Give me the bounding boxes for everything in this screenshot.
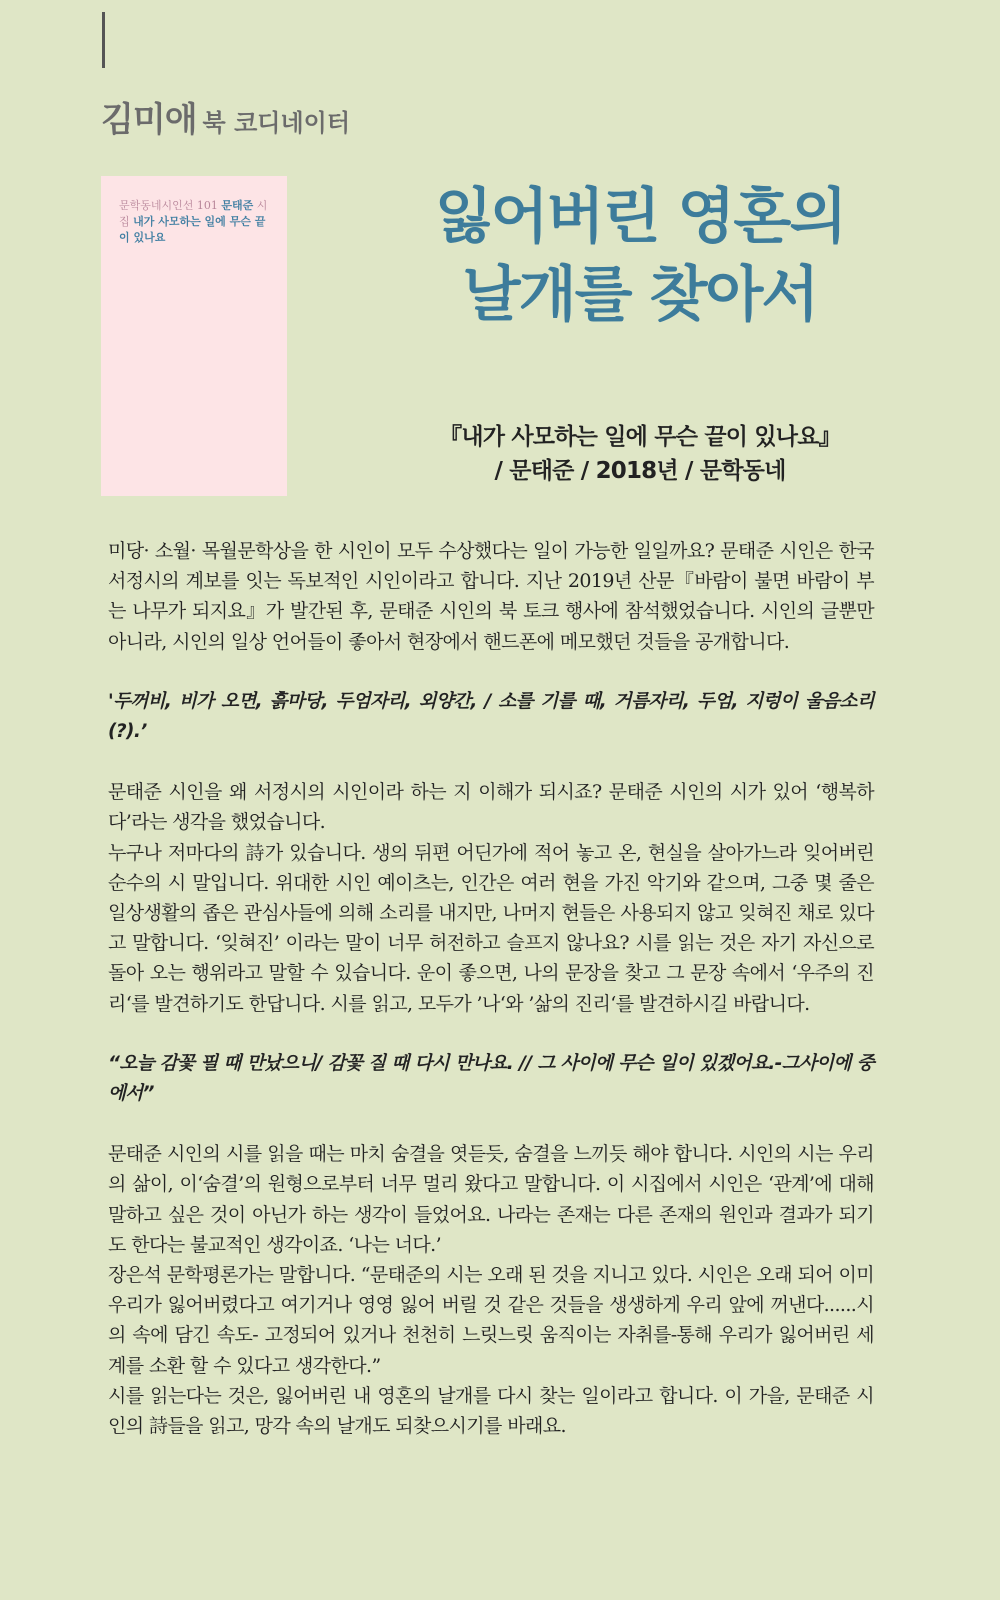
paragraph-lyric: 문태준 시인을 왜 서정시의 시인이라 하는 지 이해가 되시죠? 문태준 시인의 시가 있어 ‘행복하다’라는 생각을 했었습니다. bbox=[108, 781, 874, 834]
author-role: 북 코디네이터 bbox=[202, 109, 351, 137]
article-body bbox=[108, 536, 874, 1441]
book-info-title: 『내가 사모하는 일에 무슨 끝이 있나요』 bbox=[439, 424, 841, 450]
article-title-line1: 잃어버린 영혼의 bbox=[434, 182, 846, 252]
cover-series: 문학동네시인선 101 bbox=[119, 199, 218, 212]
cover-kind: 시집 bbox=[119, 199, 268, 228]
paragraph-yeats: 누구나 저마다의 詩가 있습니다. 생의 뒤편 어딘가에 적어 놓고 온, 현실을 살아가느라 잊어버린 순수의 시 말입니다. 위대한 시인 예이츠는, 인간은 여러 현을 가진 악기와 같으며, 그중 몇 줄은 일상생활의 좁은 관심사들에 의해 소리를 내지만, 나머지 현들은 사용되지 않고 잊혀진 채로 있다고 말합니다. ‘잊혀진’ 이라는 말이 너무 허전하고 슬프지 않나요? 시를 읽는 것은 자기 자신으로 돌아 오는 행위라고 말할 수 있습니다. 운이 좋으면, 나의 문장을 찾고 그 문장 속에서 ‘우주의 진리‘를 발견하기도 한답니다. 시를 읽고, 모두가 ’나‘와 ’삶의 진리‘를 발견하시길 바랍니다. bbox=[108, 841, 874, 1015]
cover-author: 문태준 bbox=[221, 199, 254, 212]
paragraph-closing: 시를 읽는다는 것은, 잃어버린 내 영혼의 날개를 다시 찾는 일이라고 합니다. 이 가을, 문태준 시인의 詩들을 읽고, 망각 속의 날개도 되찾으시기를 바래요. bbox=[108, 1384, 874, 1438]
book-info-meta: / 문태준 / 2018년 / 문학동네 bbox=[494, 458, 786, 484]
book-info bbox=[380, 420, 900, 488]
article-title-line2: 날개를 찾아서 bbox=[462, 260, 818, 330]
author-name: 김미애 bbox=[101, 100, 197, 140]
article-title bbox=[380, 178, 900, 334]
cover-title: 내가 사모하는 일에 무슨 끝이 있나요 bbox=[119, 215, 266, 244]
byline bbox=[101, 92, 350, 141]
quote-poem: “오늘 감꽃 필 때 만났으니/ 감꽃 질 때 다시 만나요. // 그 사이에 무슨 일이 있겠어요.-그사이에 중에서” bbox=[108, 1052, 874, 1105]
paragraph-breath: 문태준 시인의 시를 읽을 때는 마치 숨결을 엿듣듯, 숨결을 느끼듯 해야 합니다. 시인의 시는 우리의 삶이, 이‘숨결’의 원형으로부터 너무 멀리 왔다고 말합니다. 이 시집에서 시인은 ‘관계’에 대해 말하고 싶은 것이 아닌가 하는 생각이 들었어요. 나라는 존재는 다른 존재의 원인과 결과가 되기도 한다는 불교적인 생각이죠. ‘나는 너다.’ bbox=[108, 1143, 874, 1256]
header-rule bbox=[102, 12, 105, 68]
quote-memo: '두꺼비, 비가 오면, 흙마당, 두엄자리, 외양간, / 소를 기를 때, 거름자리, 두엄, 지렁이 울음소리(?).’ bbox=[108, 690, 874, 743]
paragraph-critic: 장은석 문학평론가는 말합니다. “문태준의 시는 오래 된 것을 지니고 있다. 시인은 오래 되어 이미 우리가 잃어버렸다고 여기거나 영영 잃어 버릴 것 같은 것들을 생생하게 우리 앞에 꺼낸다......시의 속에 담긴 속도- 고정되어 있거나 천천히 느릿느릿 움직이는 자취를-통해 우리가 잃어버린 세계를 소환 할 수 있다고 생각한다.” bbox=[108, 1264, 874, 1377]
book-cover bbox=[101, 176, 287, 496]
paragraph-intro: 미당· 소월· 목월문학상을 한 시인이 모두 수상했다는 일이 가능한 일일까요? 문태준 시인은 한국 서정시의 계보를 잇는 독보적인 시인이라고 합니다. 지난 2019년 산문『바람이 불면 바람이 부는 나무가 되지요』가 발간된 후, 문태준 시인의 북 토크 행사에 참석했었습니다. 시인의 글뿐만 아니라, 시인의 일상 언어들이 좋아서 현장에서 핸드폰에 메모했던 것들을 공개합니다. bbox=[108, 540, 874, 653]
